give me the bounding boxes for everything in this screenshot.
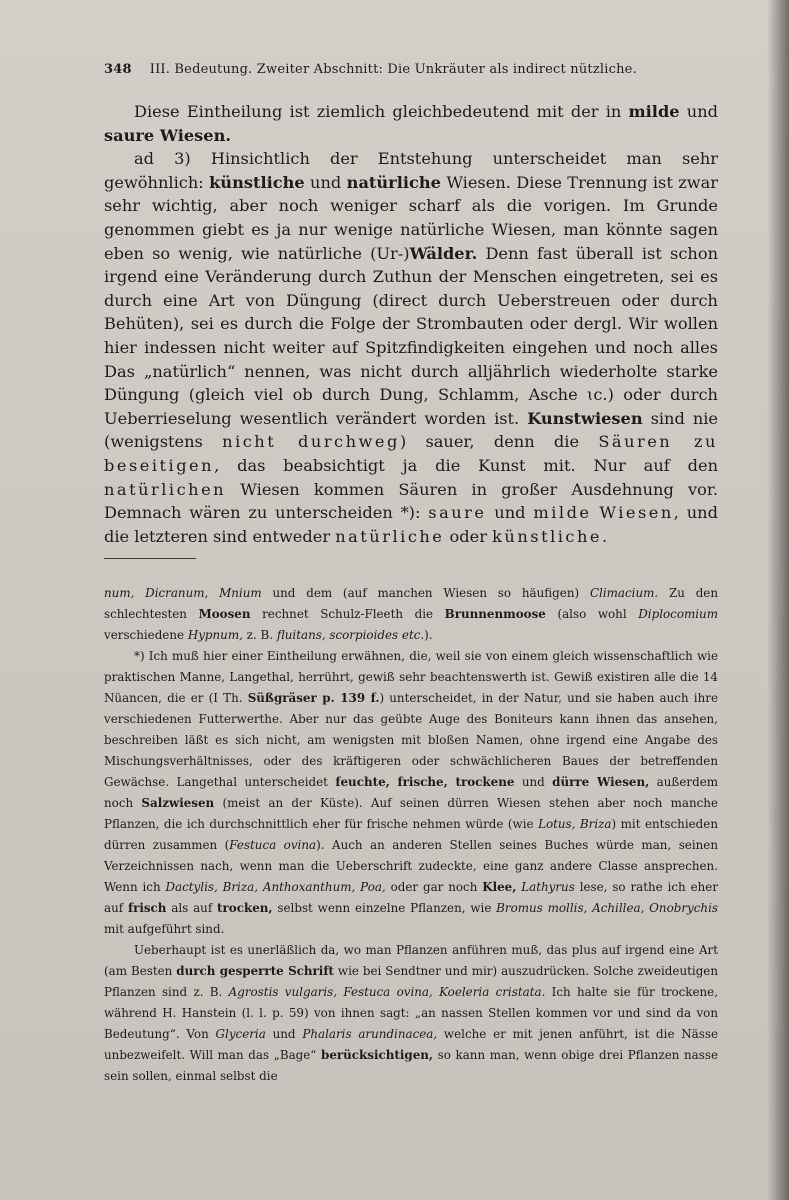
italic-term: Diplocomium: [638, 607, 718, 621]
spaced-term: künstliche: [492, 526, 603, 546]
spaced-term: natürliche: [335, 526, 445, 546]
running-title: III. Bedeutung. Zweiter Abschnitt: Die Unkräuter als indirect nützliche.: [149, 62, 637, 77]
bold-term: Süßgräser p. 139 f.: [247, 691, 380, 705]
text-run: .: [602, 526, 608, 546]
spaced-term: natürlichen: [104, 479, 227, 499]
spaced-term: Wiesen: [599, 503, 674, 523]
text-run: Ich halte sie für trockene, während H. Hanstein (l. l. p. 59) von ihnen sagt: „an nassen Stellen kommen vor und sind da von Bedeutung“. Von: [104, 985, 718, 1041]
text-run: sind nie (wenigstens: [104, 408, 718, 452]
text-run: rechnet Schulz-Fleeth die: [250, 607, 445, 621]
italic-term: Glyceria: [215, 1027, 266, 1041]
bold-term: milde: [628, 102, 680, 121]
main-text: [104, 100, 718, 548]
italic-term: Bromus mollis, Achillea, Onobrychis: [496, 901, 718, 915]
spaced-term: milde: [533, 503, 592, 523]
italic-term: Climacium.: [589, 586, 659, 600]
bold-term: Kunstwiesen: [527, 408, 643, 428]
bold-term: berücksichtigen,: [321, 1048, 434, 1062]
italic-term: Lotus, Briza: [538, 817, 612, 831]
text-run: welche er mit jenen anführt, ist die Nässe unbezweifelt. Will man das „Bage“: [104, 1027, 718, 1062]
text-run: , das beabsichtigt ja die Kunst mit. Nur auf den: [214, 455, 718, 475]
text-run: außerdem noch: [104, 775, 719, 810]
text-run: Ueberhaupt ist es unerläßlich da, wo man Pflanzen anführen muß, das plus auf irgend eine Art (am Besten: [104, 943, 718, 978]
text-run: ad 3) Hinsichtlich der Entstehung unterscheidet man sehr gewöhnlich:: [104, 149, 718, 192]
text-run: (also wohl: [545, 607, 639, 621]
footnote-paragraph: [104, 940, 718, 1087]
text-run: und: [679, 102, 718, 121]
text-run: ) sauer, denn die: [399, 432, 599, 452]
text-run: lese, so rathe ich eher auf: [104, 880, 718, 915]
spaced-term: saure: [428, 503, 487, 523]
text-run: so kann man, wenn obige drei Pflanzen nasse sein sollen, einmal selbst die: [104, 1048, 719, 1083]
italic-term: Lathyrus: [516, 880, 575, 894]
bold-term: trocken,: [217, 901, 273, 915]
footnotes: [104, 583, 718, 1087]
text-run: Zu den schlechtesten: [104, 586, 719, 621]
page-edge-shadow: [767, 0, 789, 1200]
text-run: oder: [444, 526, 493, 546]
text-run: als auf: [166, 901, 218, 915]
text-run: Wiesen kommen Säuren in großer Ausdehnung vor. Demnach wären zu unterscheiden *):: [104, 479, 718, 523]
text-run: *) Ich muß hier einer Eintheilung erwähnen, die, weil sie von einem gleich wissenschaftlich wie praktischen Manne, Langethal, herrührt, gewiß sehr beachtenswerth ist. Gewiß existiren alle die 14 Nüancen, die er (I Th.: [104, 649, 718, 705]
text-run: und dem (auf manchen Wiesen so häufigen): [261, 586, 590, 600]
text-run: und: [514, 775, 553, 789]
bold-term: Salzwiesen: [141, 796, 215, 810]
bold-term: durch gesperrte Schrift: [176, 964, 334, 978]
spaced-term: Säuren zu beseitigen: [104, 432, 718, 475]
italic-term: Agrostis vulgaris, Festuca ovina, Koeleria cristata.: [228, 985, 546, 999]
bold-term: Wälder.: [409, 243, 478, 263]
bold-term: Brunnenmoose: [444, 607, 546, 621]
bold-term: saure Wiesen.: [104, 125, 231, 145]
italic-term: Festuca ovina: [229, 838, 317, 852]
text-run: Denn fast überall ist schon irgend eine Veränderung durch Zuthun der Menschen eingetreten, sei es durch eine Art von Düngung (direct durch Ueberstreuen oder durch Behüten), sei es durch die Folge der Strombauten oder dergl. Wir wollen hier indessen nicht weiter auf Spitzfindigkeiten eingehen und noch alles Das „natürlich“ nennen, was nicht durch alljährlich wiederholte starke Düngung (gleich viel ob durch Dung, Schlamm, Asche ɩc.) oder durch Ueberrieselung wesentlich verändert worden ist.: [104, 243, 718, 428]
text-run: selbst wenn einzelne Pflanzen, wie: [272, 901, 497, 915]
bold-term: frisch: [127, 901, 167, 915]
running-header: [104, 62, 684, 77]
text-run: und: [486, 503, 534, 523]
footnote-asterisk: [104, 646, 718, 940]
bold-term: natürliche: [346, 172, 441, 192]
paragraph-2: [104, 147, 718, 548]
text-run: (meist an der Küste). Auf seinen dürren Wiesen stehen aber noch manche Pflanzen, die ich durchschnittlich eher für frische nehmen würde (wie: [104, 796, 719, 831]
text-run: ). Auch an anderen Stellen seines Buches würde man, seinen Verzeichnissen nach, wenn man die Ueberschrift zudeckte, eine ganz andere Classe ansprechen. Wenn ich: [104, 838, 718, 894]
bold-term: feuchte, frische, trockene: [335, 775, 515, 789]
italic-term: Hypnum,: [187, 628, 243, 642]
text-run: z. B.: [242, 628, 277, 642]
footnote-divider: [104, 558, 196, 559]
spaced-term: nicht durchweg: [222, 432, 400, 452]
text-run: verschiedene: [104, 628, 188, 642]
bold-term: Moosen: [198, 607, 251, 621]
italic-term: Phalaris arundinacea,: [302, 1027, 438, 1041]
italic-term: Dactylis, Briza, Anthoxanthum, Poa,: [165, 880, 386, 894]
text-run: mit aufgeführt sind.: [104, 922, 225, 936]
text-run: ) mit entschieden dürren zusammen (: [104, 817, 718, 852]
text-run: wie bei Sendtner und mir) auszudrücken. Solche zweideutigen Pflanzen sind z. B.: [104, 964, 719, 999]
bold-term: künstliche: [209, 172, 305, 192]
paragraph-1: [104, 100, 718, 147]
italic-term: fluitans, scorpioides etc.: [276, 628, 425, 642]
text-run: und: [265, 1027, 303, 1041]
italic-term: num, Dicranum, Mnium: [104, 586, 262, 600]
text-run: ).: [424, 628, 433, 642]
page-number: 348: [104, 62, 132, 77]
text-run: , und die letzteren sind entweder: [104, 503, 718, 546]
text-run: oder gar noch: [385, 880, 483, 894]
text-run: ) unterscheidet, in der Natur, und sie haben auch ihre verschiedenen Futterwerthe. Aber nur das geübte Auge des Boniteurs kann ihnen das ansehen, beschreiben läßt es sich nicht, am wenigsten mit bloßen Namen, ohne irgend eine Angabe des Mischungsverhältnisses, oder des kräftigeren oder schwächlicheren Baues der betreffenden Gewächse. Langethal unterscheidet: [104, 691, 718, 789]
footnote-continuation: [104, 583, 718, 646]
bold-term: Klee,: [482, 880, 517, 894]
bold-term: dürre Wiesen,: [552, 775, 650, 789]
text-run: Wiesen. Diese Trennung ist zwar sehr wichtig, aber noch weniger scharf als die vorigen. Im Grunde genommen giebt es ja nur wenige natürliche Wiesen, man könnte sagen eben so wenig, wie natürliche (Ur-): [104, 172, 719, 263]
text-run: und: [304, 172, 347, 192]
text-run: Diese Eintheilung ist ziemlich gleichbedeutend mit der in: [134, 102, 629, 121]
